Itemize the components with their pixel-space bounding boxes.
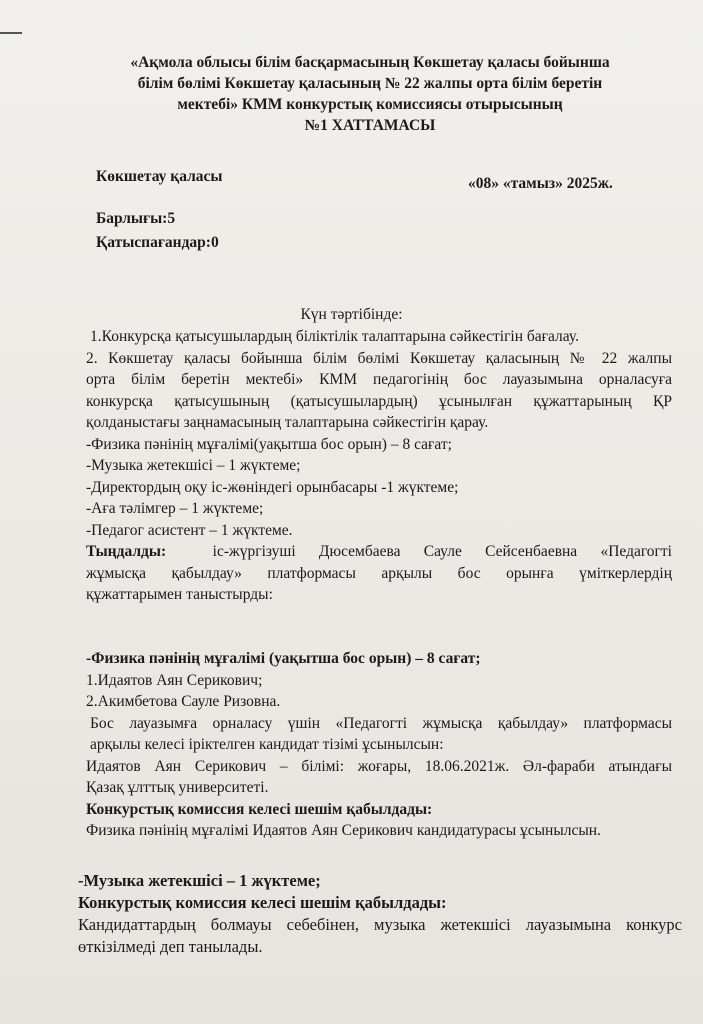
agenda-item-2-line-3: конкурсқа қатысушының (қатысушылардың) ұсынылған құжаттарының ҚР bbox=[86, 392, 672, 410]
heard-line-1-rest: іс-жүргізуші Дюсембаева Сауле Сейсенбаевна «Педагогті bbox=[212, 543, 672, 560]
heard-label: Тыңдалды: bbox=[86, 543, 167, 560]
absent-count: Қатыспағандар:0 bbox=[96, 234, 219, 251]
total-count: Барлығы:5 bbox=[96, 210, 176, 227]
place-label: Көкшетау қаласы bbox=[96, 168, 223, 185]
header-line-3: мектебі» КММ конкурстық комиссиясы отырысының bbox=[177, 96, 563, 113]
position-item: -Директордың оқу іс-жөніндегі орынбасары -1 жүктеме; bbox=[86, 478, 459, 496]
music-decision-title: Конкурстық комиссия келесі шешім қабылдады: bbox=[78, 893, 447, 912]
candidate-item: 1.Идаятов Аян Серикович; bbox=[86, 671, 263, 689]
candidate-item: 2.Акимбетова Сауле Ризовна. bbox=[86, 693, 281, 710]
margin-mark bbox=[0, 32, 22, 34]
agenda-item-2-line-1: 2. Көкшетау қаласы бойынша білім бөлімі Көкшетау қаласының № 22 жалпы bbox=[86, 349, 672, 367]
proposal-line-4: Қазақ ұлттық университеті. bbox=[86, 779, 269, 796]
position-item: -Аға тәлімгер – 1 жүктеме; bbox=[86, 500, 264, 517]
document-header bbox=[70, 52, 670, 136]
music-decision-line-2: өткізілмеді деп танылады. bbox=[78, 937, 263, 956]
heard-line-3: құжаттарымен таныстырды: bbox=[86, 586, 273, 603]
proposal-line-3: Идаятов Аян Серикович – білімі: жоғары, 18.06.2021ж. Әл-фараби атындағы bbox=[86, 757, 672, 775]
heard-line-1 bbox=[86, 541, 672, 563]
music-section bbox=[78, 870, 682, 958]
header-line-4: №1 ХАТТАМАСЫ bbox=[304, 117, 436, 134]
physics-section bbox=[86, 648, 672, 842]
heard-line-2: жұмысқа қабылдау» платформасы арқылы бос орынға үміткерлердің bbox=[86, 564, 672, 582]
date-label: «08» «тамыз» 2025ж. bbox=[468, 175, 613, 192]
agenda-section bbox=[86, 326, 672, 606]
agenda-item-2-line-4: қолданыстағы заңнамасының талаптарына сәйкестігін қарау. bbox=[86, 414, 489, 431]
proposal-line-2: арқылы келесі іріктелген кандидат тізімі ұсынылсын: bbox=[90, 736, 444, 753]
physics-decision: Физика пәнінің мұғалімі Идаятов Аян Серикович кандидатурасы ұсынылсын. bbox=[86, 822, 601, 839]
agenda-item-2-line-2: орта білім беретін мектебі» КММ педагогінің бос лауазымына орналасуға bbox=[86, 371, 672, 388]
agenda-title: Күн тәртібінде: bbox=[300, 306, 403, 323]
position-item: -Педагог асистент – 1 жүктеме. bbox=[86, 521, 293, 539]
header-line-2: білім бөлімі Көкшетау қаласының № 22 жалпы орта білім беретін bbox=[137, 75, 603, 92]
header-line-1: «Ақмола облысы білім басқармасының Көкшетау қаласы бойынша bbox=[130, 54, 610, 71]
music-decision-line-1: Кандидаттардың болмауы себебінен, музыка жетекшісі лауазымына конкурс bbox=[78, 915, 682, 934]
physics-title: -Физика пәнінің мұғалімі (уақытша бос орын) – 8 сағат; bbox=[86, 650, 481, 667]
music-title: -Музыка жетекшісі – 1 жүктеме; bbox=[78, 871, 321, 890]
physics-decision-title: Конкурстық комиссия келесі шешім қабылдады: bbox=[86, 800, 433, 818]
position-item: -Физика пәнінің мұғалімі(уақытша бос орын) – 8 сағат; bbox=[86, 435, 452, 453]
agenda-item-1: 1.Конкурсқа қатысушылардың біліктілік талаптарына сәйкестігін бағалау. bbox=[90, 328, 579, 345]
position-item: -Музыка жетекшісі – 1 жүктеме; bbox=[86, 457, 301, 474]
proposal-line-1: Бос лауазымға орналасу үшін «Педагогті жұмысқа қабылдау» платформасы bbox=[90, 714, 672, 732]
